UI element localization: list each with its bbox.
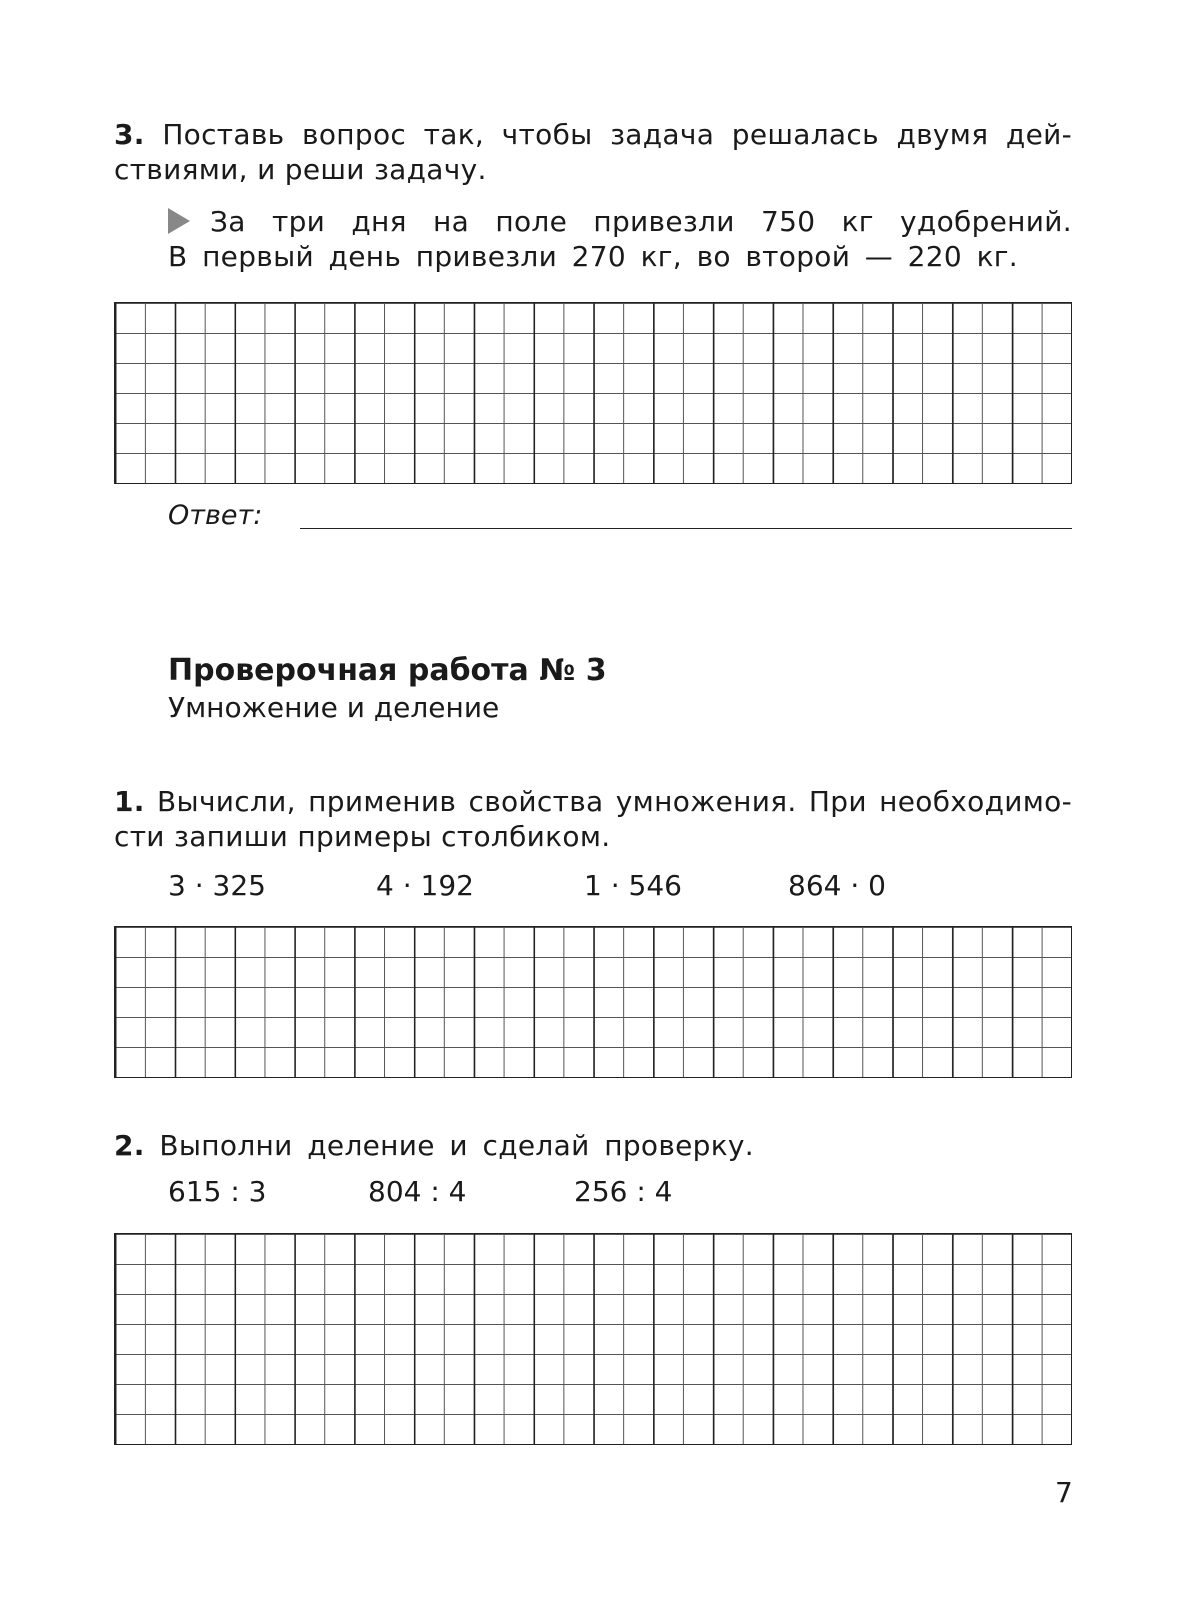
task1-text-line1: Вычисли, применив свойства умножения. При необходимо- <box>157 785 1072 818</box>
task3-problem-line1: За три дня на поле привезли 750 кг удобрений. <box>210 205 1072 238</box>
task1-number: 1. <box>114 785 145 818</box>
task1-expression: 1 · 546 <box>584 869 682 902</box>
test-subtitle: Умножение и деление <box>168 691 500 724</box>
task3-text-line2: ствиями, и реши задачу. <box>114 153 487 186</box>
task2-expression: 804 : 4 <box>368 1175 467 1208</box>
task1-answer-grid[interactable] <box>114 926 1072 1078</box>
task2-expression: 256 : 4 <box>574 1175 673 1208</box>
answer-label: Ответ: <box>168 500 263 531</box>
task2-number: 2. <box>114 1129 145 1162</box>
task1-line1 <box>114 784 1072 819</box>
task2-line1 <box>114 1128 754 1163</box>
test-title: Проверочная работа № 3 <box>168 653 607 688</box>
answer-line[interactable] <box>300 528 1072 529</box>
task3-number: 3. <box>114 118 145 151</box>
task1-expression: 3 · 325 <box>168 869 266 902</box>
page-number: 7 <box>1055 1476 1073 1509</box>
task3-answer-grid[interactable] <box>114 302 1072 484</box>
task3-problem-line2: В первый день привезли 270 кг, во второй — 220 кг. <box>168 240 1018 273</box>
task1-expression: 4 · 192 <box>376 869 474 902</box>
task2-answer-grid[interactable] <box>114 1233 1072 1445</box>
play-triangle-icon <box>168 208 190 234</box>
task1-expression: 864 · 0 <box>788 869 886 902</box>
task3-text-line1: Поставь вопрос так, чтобы задача решалась двумя дей- <box>162 118 1072 151</box>
task2-expression: 615 : 3 <box>168 1175 267 1208</box>
task2-text-line1: Выполни деление и сделай проверку. <box>159 1129 755 1162</box>
task1-text-line2: сти запиши примеры столбиком. <box>114 820 611 853</box>
task3-line1 <box>114 117 1072 152</box>
